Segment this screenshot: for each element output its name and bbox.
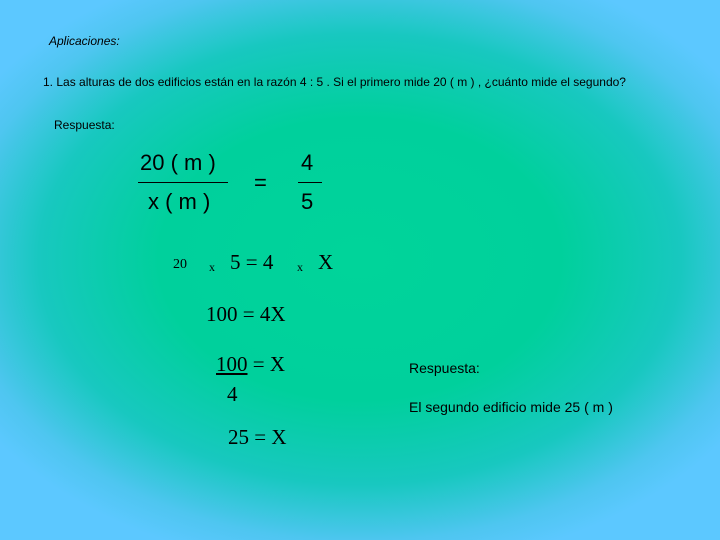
answer-label: Respuesta:: [54, 118, 115, 132]
cross-multiply-term-c: X: [318, 250, 334, 274]
division-rest: = X: [247, 352, 286, 376]
equals-sign: =: [254, 170, 267, 195]
right-fraction-denominator: 5: [301, 189, 314, 214]
final-answer-text: El segundo edificio mide 25 ( m ): [409, 399, 613, 415]
left-fraction-bar: [138, 182, 228, 183]
problem-statement: 1. Las alturas de dos edificios están en la razón 4 : 5 . Si el primero mide 20 ( m ) , ¿cuánto mide el segundo?: [43, 75, 626, 89]
division-numerator: 100: [216, 352, 248, 376]
division-line: [216, 352, 285, 377]
left-fraction-numerator: 20 ( m ): [140, 150, 216, 175]
final-answer-title: Respuesta:: [409, 360, 480, 376]
cross-multiply-term-b: 5 = 4: [230, 250, 274, 274]
right-fraction-bar: [298, 182, 322, 183]
section-heading: Aplicaciones:: [49, 34, 120, 48]
result-line: 25 = X: [228, 425, 287, 449]
times-sign-1: x: [209, 260, 215, 274]
right-fraction-numerator: 4: [301, 150, 314, 175]
division-denominator: 4: [227, 382, 238, 406]
cross-multiply-term-a: 20: [173, 257, 187, 272]
times-sign-2: x: [297, 260, 303, 274]
left-fraction-denominator: x ( m ): [148, 189, 211, 214]
step-line-2: 100 = 4X: [206, 302, 286, 326]
